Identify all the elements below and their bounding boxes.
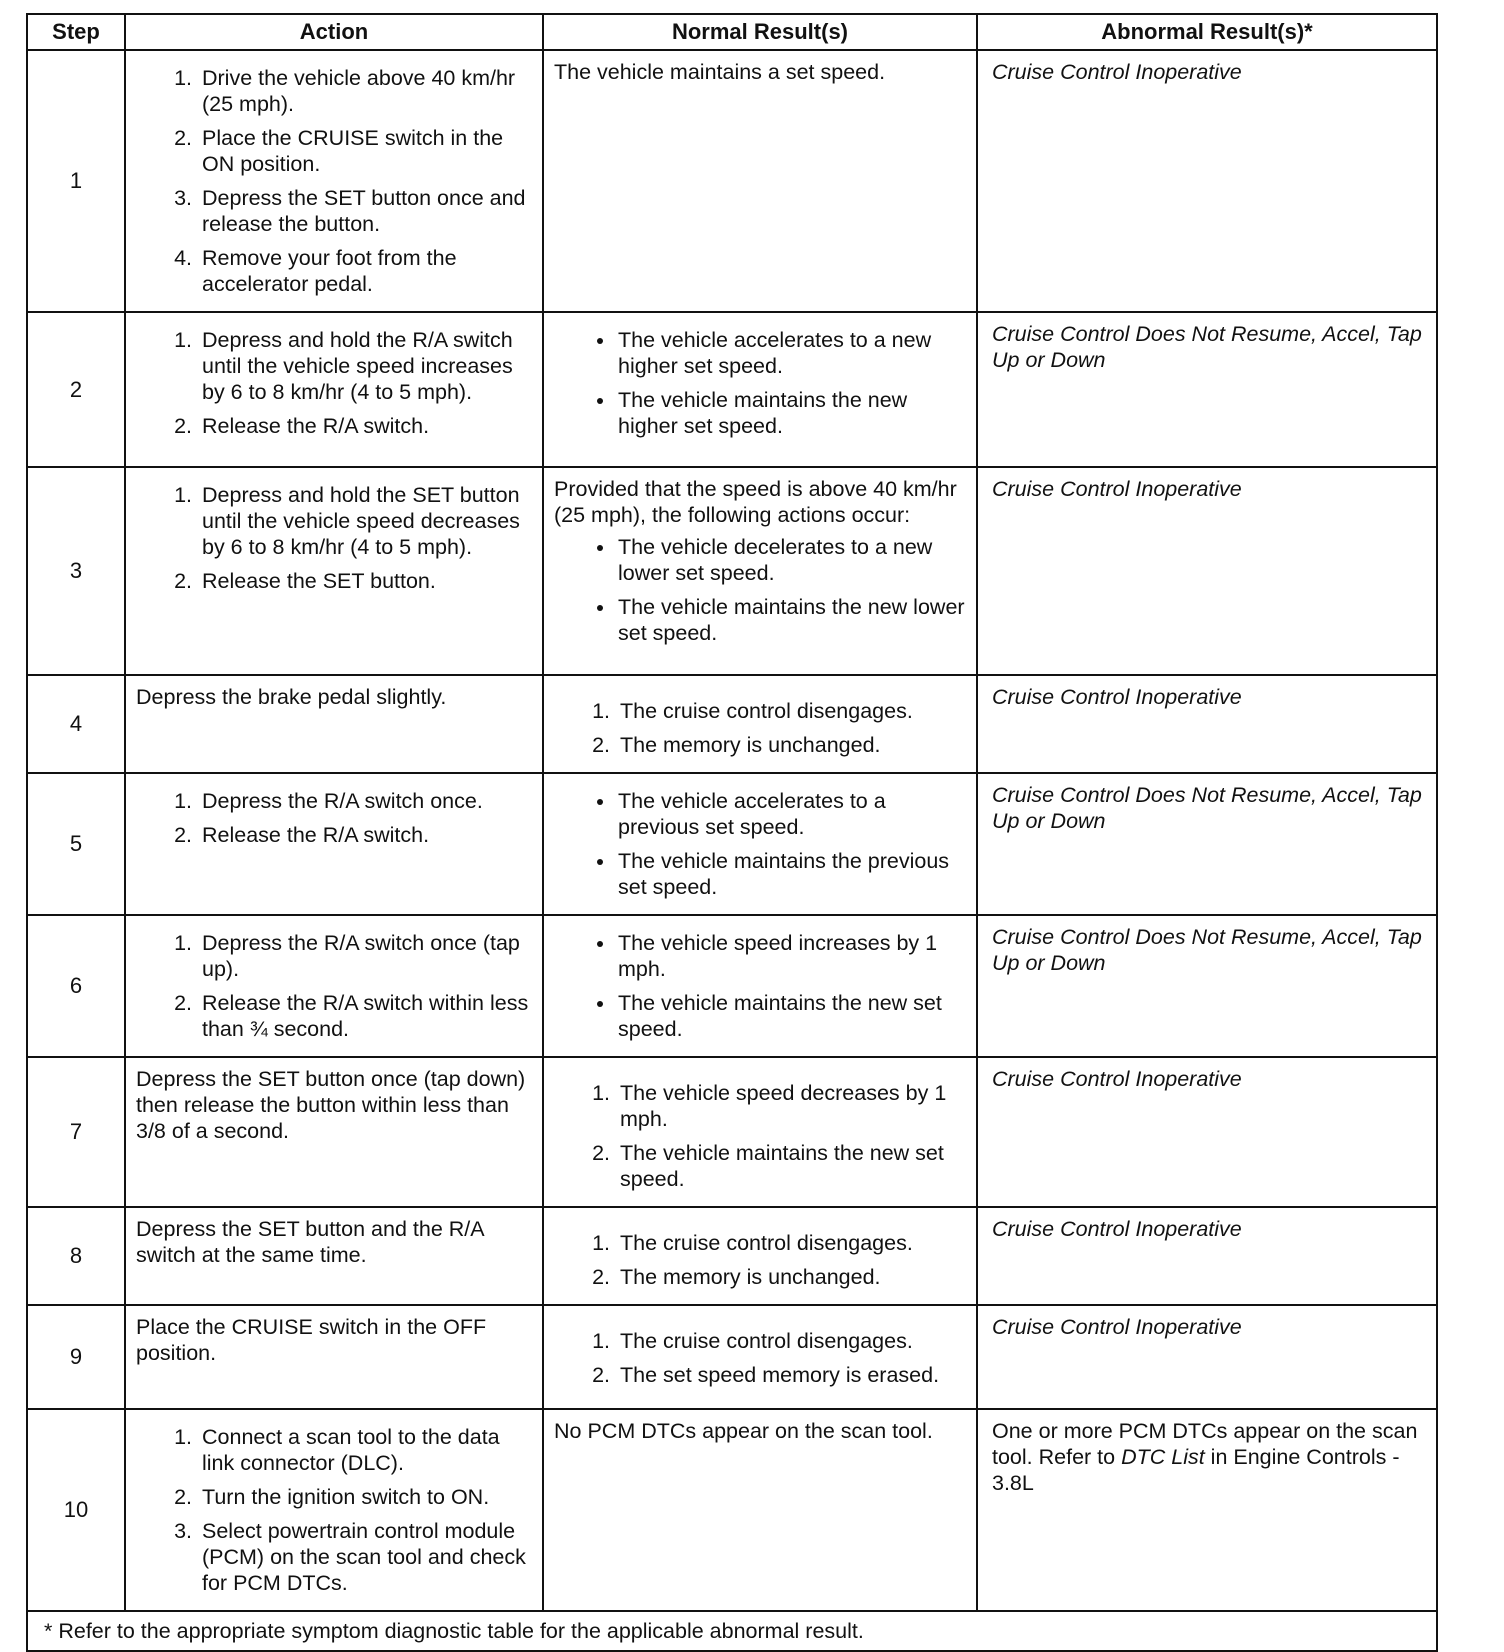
normal-result-bullet: • The vehicle maintains the new higher set speed. — [616, 387, 966, 439]
normal-result-bullets — [554, 782, 966, 900]
normal-result-cell — [543, 1057, 977, 1207]
normal-result-cell — [543, 467, 977, 675]
normal-result-text: The vehicle maintains a set speed. — [554, 60, 886, 84]
abnormal-result-text: One or more PCM DTCs appear on the scan tool. Refer to — [992, 1419, 1418, 1469]
header-row — [27, 14, 1437, 50]
normal-result-item: 1. The vehicle speed decreases by 1 mph. — [616, 1080, 966, 1132]
normal-result-text: No PCM DTCs appear on the scan tool. — [554, 1419, 933, 1443]
abnormal-result-cell: Cruise Control Does Not Resume, Accel, Tap Up or Down — [977, 915, 1437, 1057]
header-normal-results: Normal Result(s) — [543, 14, 977, 50]
action-item: 2. Turn the ignition switch to ON. — [198, 1484, 532, 1510]
normal-result-cell — [543, 1409, 977, 1611]
action-list — [136, 1418, 532, 1596]
table-row — [27, 915, 1437, 1057]
normal-result-bullet: • The vehicle maintains the new lower set speed. — [616, 594, 966, 646]
action-item: 2. Release the R/A switch. — [198, 413, 532, 439]
normal-result-cell — [543, 50, 977, 312]
step-number: 1 — [27, 50, 125, 312]
action-text: Depress the brake pedal slightly. — [136, 685, 447, 709]
action-cell — [125, 312, 543, 467]
action-text: Place the CRUISE switch in the OFF position. — [136, 1315, 487, 1365]
normal-result-item: 1. The cruise control disengages. — [616, 1328, 966, 1354]
normal-result-list — [554, 1216, 966, 1290]
action-item: 3. Depress the SET button once and release the button. — [198, 185, 532, 237]
action-list — [136, 59, 532, 297]
action-list — [136, 782, 532, 848]
table-row — [27, 773, 1437, 915]
table-row — [27, 1305, 1437, 1409]
action-cell — [125, 1409, 543, 1611]
abnormal-result-cell: Cruise Control Inoperative — [977, 50, 1437, 312]
normal-result-bullet: • The vehicle speed increases by 1 mph. — [616, 930, 966, 982]
normal-result-bullet: • The vehicle maintains the new set speed. — [616, 990, 966, 1042]
abnormal-result-cell: Cruise Control Does Not Resume, Accel, Tap Up or Down — [977, 773, 1437, 915]
step-number: 7 — [27, 1057, 125, 1207]
normal-result-item: 2. The set speed memory is erased. — [616, 1362, 966, 1388]
normal-result-cell — [543, 312, 977, 467]
step-number: 2 — [27, 312, 125, 467]
action-item: 2. Release the SET button. — [198, 568, 532, 594]
action-cell — [125, 773, 543, 915]
normal-result-list — [554, 1066, 966, 1192]
action-item: 1. Connect a scan tool to the data link connector (DLC). — [198, 1424, 532, 1476]
action-item: 1. Depress the R/A switch once. — [198, 788, 532, 814]
action-cell — [125, 1057, 543, 1207]
table-row — [27, 467, 1437, 675]
normal-result-item: 2. The vehicle maintains the new set speed. — [616, 1140, 966, 1192]
abnormal-result-cell — [977, 1409, 1437, 1611]
action-list — [136, 476, 532, 594]
table-row — [27, 50, 1437, 312]
footnote-row — [27, 1611, 1437, 1651]
action-text: Depress the SET button once (tap down) then release the button within less than 3/8 of a second. — [136, 1067, 526, 1143]
table-row — [27, 1207, 1437, 1305]
abnormal-result-cell: Cruise Control Inoperative — [977, 1207, 1437, 1305]
action-item: 1. Depress the R/A switch once (tap up). — [198, 930, 532, 982]
step-number: 6 — [27, 915, 125, 1057]
normal-result-bullet: • The vehicle decelerates to a new lower set speed. — [616, 534, 966, 586]
normal-result-bullet: • The vehicle maintains the previous set speed. — [616, 848, 966, 900]
table-row — [27, 1409, 1437, 1611]
header-abnormal-results: Abnormal Result(s)* — [977, 14, 1437, 50]
step-number: 3 — [27, 467, 125, 675]
step-number: 10 — [27, 1409, 125, 1611]
action-item: 1. Depress and hold the SET button until the vehicle speed decreases by 6 to 8 km/hr (4 to 5 mph). — [198, 482, 532, 560]
table-row — [27, 1057, 1437, 1207]
normal-result-list — [554, 1314, 966, 1388]
abnormal-result-cell: Cruise Control Inoperative — [977, 467, 1437, 675]
footnote: * Refer to the appropriate symptom diagnostic table for the applicable abnormal result. — [27, 1611, 1437, 1651]
step-number: 9 — [27, 1305, 125, 1409]
action-item: 4. Remove your foot from the accelerator pedal. — [198, 245, 532, 297]
dtc-list-reference: DTC List — [1121, 1445, 1205, 1469]
normal-result-bullet: • The vehicle accelerates to a new higher set speed. — [616, 327, 966, 379]
action-cell — [125, 467, 543, 675]
action-cell — [125, 1305, 543, 1409]
normal-result-item: 2. The memory is unchanged. — [616, 1264, 966, 1290]
table-row — [27, 675, 1437, 773]
normal-result-cell — [543, 915, 977, 1057]
abnormal-result-cell: Cruise Control Inoperative — [977, 1057, 1437, 1207]
normal-result-cell — [543, 1305, 977, 1409]
normal-result-text: Provided that the speed is above 40 km/hr (25 mph), the following actions occur: — [554, 477, 957, 527]
normal-result-bullets — [554, 321, 966, 439]
normal-result-item: 2. The memory is unchanged. — [616, 732, 966, 758]
normal-result-item: 1. The cruise control disengages. — [616, 698, 966, 724]
header-action: Action — [125, 14, 543, 50]
action-text: Depress the SET button and the R/A switch at the same time. — [136, 1217, 484, 1267]
action-item: 2. Place the CRUISE switch in the ON position. — [198, 125, 532, 177]
normal-result-cell — [543, 773, 977, 915]
action-item: 2. Release the R/A switch. — [198, 822, 532, 848]
abnormal-result-cell: Cruise Control Does Not Resume, Accel, Tap Up or Down — [977, 312, 1437, 467]
normal-result-bullets — [554, 924, 966, 1042]
normal-result-list — [554, 684, 966, 758]
action-cell — [125, 915, 543, 1057]
action-list — [136, 321, 532, 439]
step-number: 4 — [27, 675, 125, 773]
diagnostic-table-container — [26, 13, 1436, 1652]
action-item: 1. Depress and hold the R/A switch until the vehicle speed increases by 6 to 8 km/hr (4 to 5 mph). — [198, 327, 532, 405]
step-number: 8 — [27, 1207, 125, 1305]
normal-result-cell — [543, 1207, 977, 1305]
action-cell — [125, 675, 543, 773]
cruise-control-diagnostic-table — [26, 13, 1438, 1652]
abnormal-result-cell: Cruise Control Inoperative — [977, 1305, 1437, 1409]
action-list — [136, 924, 532, 1042]
table-row — [27, 312, 1437, 467]
action-item: 2. Release the R/A switch within less than ¾ second. — [198, 990, 532, 1042]
normal-result-cell — [543, 675, 977, 773]
action-item: 3. Select powertrain control module (PCM) on the scan tool and check for PCM DTCs. — [198, 1518, 532, 1596]
header-step: Step — [27, 14, 125, 50]
action-cell — [125, 50, 543, 312]
abnormal-result-text-end: in Engine Controls - 3.8L — [992, 1445, 1400, 1495]
normal-result-bullet: • The vehicle accelerates to a previous set speed. — [616, 788, 966, 840]
normal-result-bullets — [554, 528, 966, 646]
step-number: 5 — [27, 773, 125, 915]
normal-result-item: 1. The cruise control disengages. — [616, 1230, 966, 1256]
action-item: 1. Drive the vehicle above 40 km/hr (25 mph). — [198, 65, 532, 117]
abnormal-result-cell: Cruise Control Inoperative — [977, 675, 1437, 773]
action-cell — [125, 1207, 543, 1305]
